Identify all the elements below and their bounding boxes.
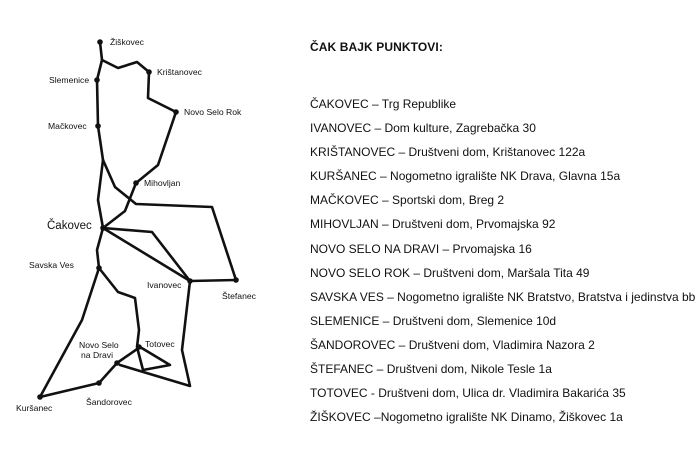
checkpoint-item: ČAKOVEC – Trg Republike	[310, 97, 457, 111]
label-novo-selo-rok: Novo Selo Rok	[184, 107, 242, 117]
checkpoint-item: ŽIŠKOVEC –Nogometno igralište NK Dinamo, Žiškovec 1a	[310, 410, 623, 425]
checkpoint-item: TOTOVEC - Društveni dom, Ulica dr. Vladimira Bakarića 35	[310, 386, 626, 401]
node-ivanovec	[187, 278, 193, 284]
checkpoint-item: KURŠANEC – Nogometno igralište NK Drava, Glavna 15a	[310, 169, 621, 184]
label-slemenice: Slemenice	[49, 75, 90, 85]
node-novo-selo-rok	[173, 109, 179, 115]
label-sandorovec: Šandorovec	[86, 397, 132, 407]
checkpoint-item: NOVO SELO NA DRAVI – Prvomajska 16	[310, 241, 532, 256]
checkpoint-item: IVANOVEC – Dom kulture, Zagrebačka 30	[310, 121, 536, 136]
checkpoint-item: NOVO SELO ROK – Društveni dom, Maršala Tita 49	[310, 265, 590, 280]
label-cakovec: Čakovec	[47, 220, 92, 232]
label-mackovec: Mačkovec	[48, 121, 87, 131]
checkpoint-legend	[310, 40, 695, 429]
route-line	[40, 363, 117, 397]
label-stefanec: Štefanec	[222, 291, 256, 301]
node-mackovec	[95, 123, 101, 129]
route-line	[103, 228, 236, 281]
label-totovec: Totovec	[145, 339, 175, 349]
node-novo-selo-na-dravi	[114, 360, 120, 366]
label-ziskovec: Žiškovec	[110, 37, 144, 47]
checkpoint-item: KRIŠTANOVEC – Društveni dom, Krištanovec 122a	[310, 145, 586, 160]
node-totovec	[136, 344, 142, 350]
label-savska-ves: Savska Ves	[29, 260, 74, 270]
cycling-route-map	[0, 0, 300, 462]
node-ziskovec	[97, 39, 103, 45]
node-kursanec	[37, 394, 43, 400]
place-labels	[16, 37, 257, 413]
node-sandorovec	[96, 380, 102, 386]
label-kursanec: Kuršanec	[16, 403, 53, 413]
node-slemenice	[94, 77, 100, 83]
node-kristanovec	[146, 69, 152, 75]
checkpoint-item: SLEMENICE – Društveni dom, Slemenice 10d	[310, 313, 557, 328]
checkpoint-item: ŠANDOROVEC – Društveni dom, Vladimira Nazora 2	[310, 337, 595, 352]
checkpoint-item: SAVSKA VES – Nogometno igralište NK Bratstvo, Bratstva i jedinstva bb	[310, 289, 695, 304]
label-kristanovec: Krištanovec	[157, 67, 202, 77]
label-ivanovec: Ivanovec	[147, 280, 182, 290]
node-cakovec	[100, 225, 106, 231]
checkpoint-item: MAČKOVEC – Sportski dom, Breg 2	[310, 193, 505, 208]
node-mihovljan	[133, 180, 139, 186]
checkpoint-item: MIHOVLJAN – Društveni dom, Prvomajska 92	[310, 217, 556, 232]
legend-title: ČAK BAJK PUNKTOVI:	[310, 40, 443, 54]
checkpoint-list	[310, 92, 695, 429]
label-mihovljan: Mihovljan	[144, 178, 181, 188]
route-line	[103, 112, 176, 228]
node-savska-ves	[96, 265, 102, 271]
label-na-dravi: na Dravi	[81, 350, 113, 360]
node-stefanec	[233, 277, 239, 283]
checkpoint-item: ŠTEFANEC – Društveni dom, Nikole Tesle 1a	[310, 362, 552, 377]
label-novo-selo: Novo Selo	[79, 340, 119, 350]
